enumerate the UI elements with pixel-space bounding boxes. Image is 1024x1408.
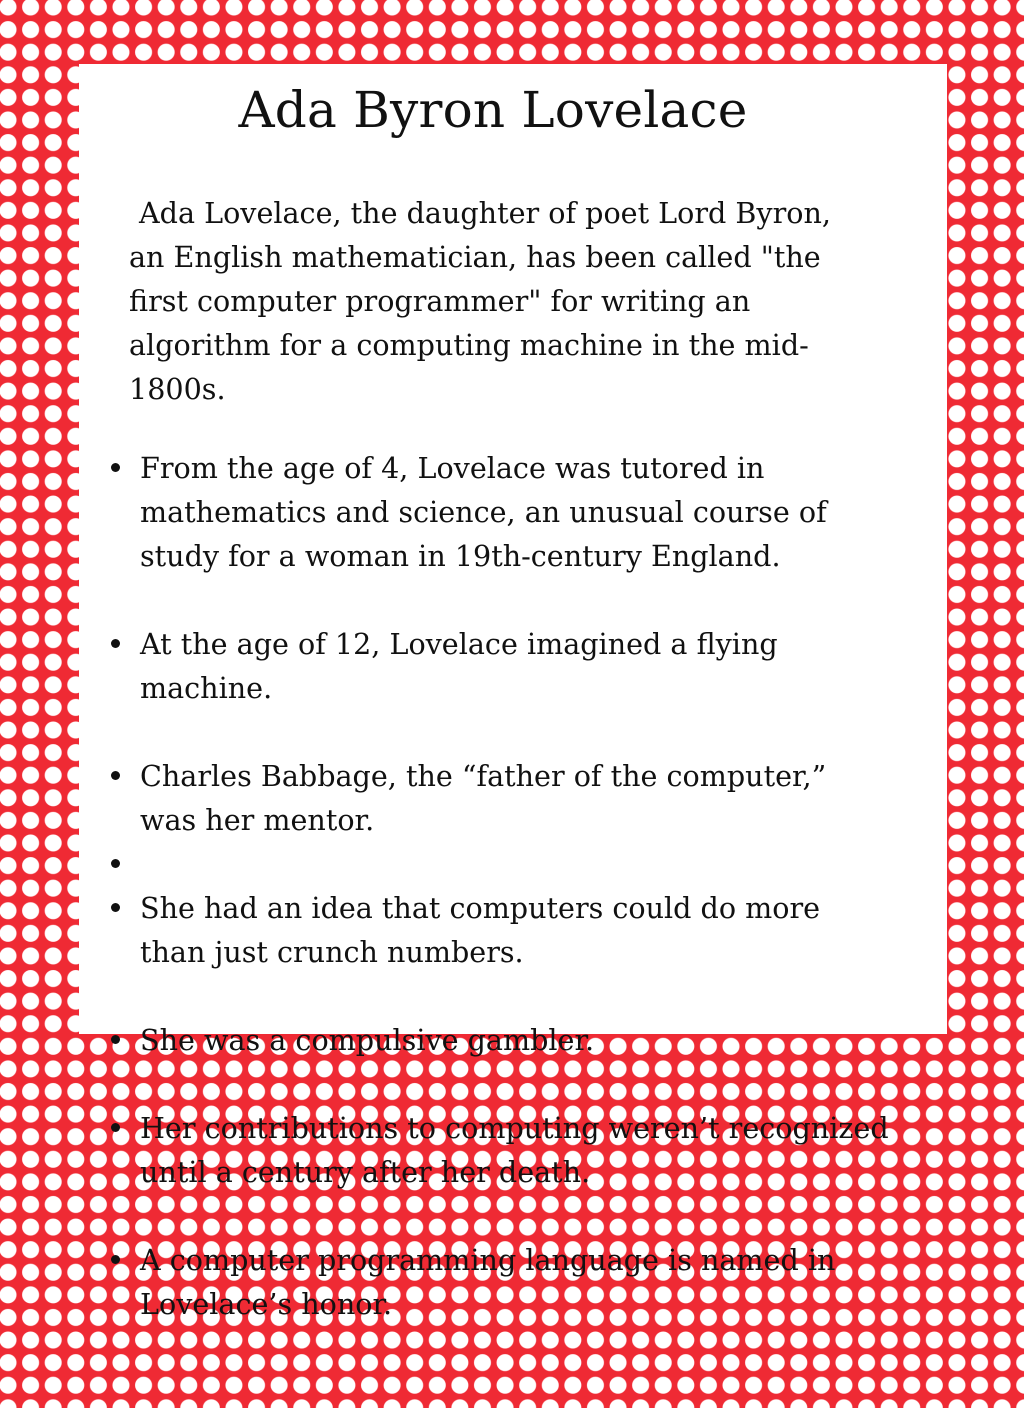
bullet-icon xyxy=(111,859,120,868)
bullet-icon xyxy=(111,1255,120,1264)
fact-line: At the age of 12, Lovelace imagined a flying xyxy=(140,627,778,661)
empty-fact-item xyxy=(107,842,947,886)
bullet-icon xyxy=(111,1123,120,1132)
fact-item xyxy=(107,446,947,578)
fact-line: Her contributions to computing weren’t recognized xyxy=(140,1111,889,1145)
fact-line: than just crunch numbers. xyxy=(140,935,524,969)
page-title: Ada Byron Lovelace xyxy=(238,81,748,139)
bullet-icon xyxy=(111,463,120,472)
fact-line: study for a woman in 19th-century England. xyxy=(140,539,781,573)
fact-line: A computer programming language is named in xyxy=(140,1243,836,1277)
intro-line: 1800s. xyxy=(129,372,226,406)
fact-line: Charles Babbage, the “father of the computer,” xyxy=(140,759,827,793)
intro-line: algorithm for a computing machine in the mid- xyxy=(129,328,809,362)
fact-item xyxy=(107,1018,947,1062)
bullet-icon xyxy=(111,1035,120,1044)
bullet-icon xyxy=(111,903,120,912)
intro-line: Ada Lovelace, the daughter of poet Lord Byron, xyxy=(139,196,831,230)
fact-item xyxy=(107,754,947,842)
fact-item xyxy=(107,1238,947,1326)
intro-line: an English mathematician, has been called "the xyxy=(129,240,821,274)
fact-line: until a century after her death. xyxy=(140,1155,591,1189)
fact-line: Lovelace’s honor. xyxy=(140,1287,393,1321)
fact-line: mathematics and science, an unusual course of xyxy=(140,495,827,529)
fact-line: She had an idea that computers could do more xyxy=(140,891,821,925)
fact-line: From the age of 4, Lovelace was tutored in xyxy=(140,451,765,485)
bullet-icon xyxy=(111,639,120,648)
intro-line: first computer programmer" for writing an xyxy=(129,284,751,318)
facts-list xyxy=(107,446,947,1326)
fact-item xyxy=(107,1106,947,1194)
fact-line: She was a compulsive gambler. xyxy=(140,1023,595,1057)
intro-paragraph xyxy=(129,191,889,411)
fact-item xyxy=(107,886,947,974)
fact-line: machine. xyxy=(140,671,273,705)
fact-line: was her mentor. xyxy=(140,803,375,837)
bullet-icon xyxy=(111,771,120,780)
fact-card xyxy=(79,64,947,1321)
fact-item xyxy=(107,622,947,710)
